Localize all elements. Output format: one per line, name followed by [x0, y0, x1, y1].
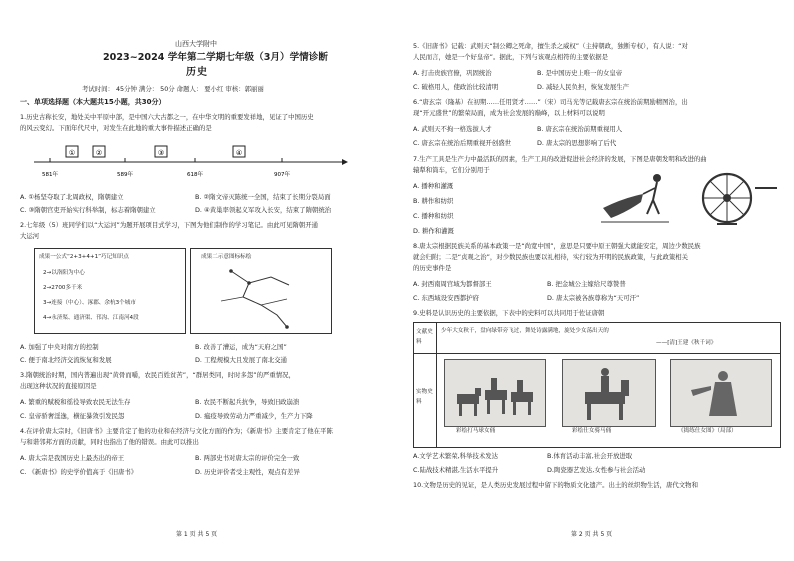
farmer-head — [653, 174, 661, 182]
note-line: 2→2700多千米 — [43, 285, 83, 291]
q1-option-d[interactable]: D. ④黄巢率领起义军攻入长安，结束了隋朝统治 — [195, 206, 332, 214]
q8-option-c[interactable]: C. 东西域设安西都护府 — [413, 294, 480, 302]
q7-option-d[interactable]: D. 耕作和灌溉 — [413, 227, 454, 235]
polo-figurine-image — [444, 359, 546, 427]
q7-tools-illustration — [597, 168, 781, 230]
q2-option-b[interactable]: B. 改善了漕运，成为“天府之国” — [195, 343, 287, 351]
q6-stem-line1: 6.“唐玄宗（隆基）在初期……任用贤才……”（宋）司马光等记载唐玄宗在统治前期励精图治，出 — [413, 98, 688, 106]
q6-option-c[interactable]: C. 唐玄宗在统治后期重视开创盛世 — [413, 139, 511, 147]
img3-caption: 《捣练仕女图》（局部） — [678, 428, 737, 434]
q1-stem-line2: 的风云变幻。下面年代尺中，对发生在此地的重大事件描述正确的是 — [20, 124, 212, 132]
q9-source-table — [413, 322, 781, 448]
q9-option-c[interactable]: C.陆战技术精湛,生活水平提升 — [413, 466, 499, 474]
q8-option-a[interactable]: A. 封西南周官域为都督部王 — [413, 280, 492, 288]
q9-option-d[interactable]: D.陶瓷器艺发达,女性参与社会活动 — [547, 466, 646, 474]
q1-timeline — [30, 140, 350, 184]
q2-option-a[interactable]: A. 加强了中央对南方的控制 — [20, 343, 99, 351]
q5-stem-line1: 5.《旧唐书》记载：武则天“制公卿之死命，擅生杀之威权”（主持朝政，独断专权），有人说：“对 — [413, 42, 688, 50]
city-marker — [247, 281, 251, 285]
note-line: 4→永济渠、通济渠、邗沟、江南河4段 — [43, 315, 139, 321]
q7-stem-line1: 7.生产工具是生产力中最活跃的因素，生产工具的改进促进社会经济的发展，下图是唐朝发明和改进的曲 — [413, 155, 707, 163]
q3-option-d[interactable]: D. 瘟疫导致劳动力严重减少，生产力下降 — [195, 412, 313, 420]
river-line — [249, 277, 289, 285]
img1-caption: 彩绘打马球女俑 — [456, 428, 496, 434]
q2-stem-line2: 大运河 — [20, 232, 40, 240]
canal-line — [231, 271, 287, 327]
q4-option-b[interactable]: B. 两部史书对唐太宗的评价完全一致 — [195, 454, 300, 462]
timeline-arrow — [342, 159, 348, 165]
city-marker — [229, 269, 233, 273]
q8-option-b[interactable]: B. 把金城公主嫁给尺尊赞普 — [547, 280, 626, 288]
q4-option-a[interactable]: A. 唐太宗是我国历史上最杰出的帝王 — [20, 454, 125, 462]
q8-option-d[interactable]: D. 唐太宗被各族尊称为“天可汗” — [547, 294, 640, 302]
q5-option-c[interactable]: C. 破格用人，使政治比较清明 — [413, 83, 499, 91]
q6-option-a[interactable]: A. 武则天不拘一格选拔人才 — [413, 125, 492, 133]
river-line — [221, 297, 243, 301]
horse-figures-icon — [445, 360, 545, 426]
note-title: 成果一公式“2+3+4+1”巧记知识点 — [39, 254, 130, 260]
q3-stem-line2: 出现这种状况的直接原因是 — [20, 382, 97, 390]
timeline-mark-1: ① — [68, 149, 76, 157]
note-line: 2→以洛阳为中心 — [43, 270, 85, 276]
painting-figure-icon — [671, 360, 771, 426]
q7-option-b[interactable]: B. 耕作和纺织 — [413, 197, 454, 205]
q9-option-b[interactable]: B.体育活动丰富,社会开放进取 — [547, 452, 633, 460]
q2-study-note — [34, 248, 186, 334]
row1-label-cell — [414, 323, 437, 354]
city-marker — [285, 325, 289, 329]
subject-title: 历史 — [186, 67, 208, 78]
timeline-year-3: 618年 — [187, 172, 203, 178]
q4-stem-line2: 与和谐邻邦方面的贡献，同时也指出了他的错误。由此可以推出 — [20, 438, 199, 446]
q2-canal-map — [190, 248, 332, 334]
q9-option-a[interactable]: A.文学艺术繁荣,科举技术发达 — [413, 452, 499, 460]
timeline-mark-2: ② — [95, 149, 103, 157]
q5-stem-line2: 人民而言，她是一个好皇帝”。据此，下列与该观点相符的主要依据是 — [413, 53, 609, 61]
riding-figurine-image — [562, 359, 656, 427]
img2-caption: 彩绘仕女骑马俑 — [572, 428, 612, 434]
page-footer: 第 1 页 共 5 页 — [176, 531, 218, 538]
q4-option-c[interactable]: C. 《新唐书》的史学价值高于《旧唐书》 — [20, 468, 138, 476]
q2-option-d[interactable]: D. 工程规模大且发展了南北交通 — [195, 356, 288, 364]
q4-option-d[interactable]: D. 历史评价者受主观性，观点有差异 — [195, 468, 300, 476]
curved-plough — [603, 194, 643, 218]
q1-option-b[interactable]: B. ②隋文帝灭陈统一全国，结束了长期分裂局面 — [195, 193, 331, 201]
q3-option-b[interactable]: B. 农民不断起兵抗争，导致旧政崩溃 — [195, 398, 300, 406]
section-heading: 一、单项选择题（本大题共15小题，共30分） — [20, 98, 166, 106]
q3-stem-line1: 3.隋朝统治时期，国内普遍出现“黄骨而嚼，农民百姓贫苦”，“群居类同，时时多怨”的严重情况， — [20, 371, 295, 379]
q10-stem: 10.文物是历史的见证，是人类历史发展过程中留下的物质文化遗产。出土的丝织物生活，唐代文物和 — [413, 481, 698, 489]
q6-option-d[interactable]: D. 唐太宗的思想影响了后代 — [537, 139, 617, 147]
q8-stem-line1: 8.唐太宗根据民族关系的基本政策一是“尚宽中国”，意思是只要中原王朝强大就能安定，周边少数民族 — [413, 242, 701, 250]
q7-stem-line2: 辕犁和筒车，它们分别用于 — [413, 166, 490, 174]
exam-meta: 考试时间： 45分钟 满分： 50分 命题人： 要小红 审核：郭丽丽 — [82, 85, 264, 93]
row1-label: 文献史料 — [416, 329, 433, 345]
q3-option-a[interactable]: A. 繁重的赋税和徭役导致农民无法生存 — [20, 398, 131, 406]
q1-option-c[interactable]: C. ③隋朝官吏开始实行科举制，标志着隋朝建立 — [20, 206, 156, 214]
horse-rider-icon — [563, 360, 655, 426]
q9-stem: 9.史料是认识历史的主要依据，下表中的史料可以共同用于佐证唐朝 — [413, 309, 605, 317]
note-line: 3→连接（中心）、涿郡、余杭3个城市 — [43, 300, 136, 306]
timeline-mark-4: ④ — [235, 149, 243, 157]
q2-option-c[interactable]: C. 便于南北经济交流恢复和发展 — [20, 356, 112, 364]
row2-label: 实物史料 — [416, 389, 433, 405]
timeline-year-1: 581年 — [42, 172, 58, 178]
q6-stem-line2: 现“开元盛世”的繁荣局面，成为社会发展的巅峰，以上材料可以说明 — [413, 109, 605, 117]
school-name: 山西大学附中 — [175, 40, 217, 48]
q8-stem-line2: 就会归附；二是“贞观之治”，对少数民族也要以礼相待，实行较为开明的民族政策，与此政策相关 — [413, 253, 689, 261]
q7-option-a[interactable]: A. 播种和灌溉 — [413, 182, 454, 190]
q4-stem-line1: 4.在评价唐太宗时，《旧唐书》主要肯定了他的功业和在经济与文化方面的作为；《新唐书》主要肯定了他在平陈 — [20, 427, 333, 435]
silk-painting-image — [670, 359, 772, 427]
q6-option-b[interactable]: B. 唐玄宗在统治前期重视用人 — [537, 125, 623, 133]
page-footer: 第 2 页 共 5 页 — [571, 531, 613, 538]
timeline-year-2: 589年 — [117, 172, 133, 178]
q8-stem-line3: 的历史事件是 — [413, 264, 452, 272]
q1-stem-line1: 1.历史古称长安，地处关中平原中部，是中国六大古都之一，在中华文明的重要发祥地，见证了中国历史 — [20, 113, 314, 121]
q3-option-c[interactable]: C. 皇帝骄奢淫逸，横征暴敛引发民怨 — [20, 412, 125, 420]
q5-option-b[interactable]: B. 是中国历史上唯一的女皇帝 — [537, 69, 623, 77]
plough-figure — [601, 174, 669, 222]
map-title: 成果二示意图标标绘 — [201, 254, 252, 260]
water-wheel-figure — [703, 174, 777, 224]
q5-option-a[interactable]: A. 打击贵族官僚，巩固统治 — [413, 69, 492, 77]
row1-source: ——[清]王建《秋千词》 — [656, 340, 717, 346]
river-line — [261, 299, 287, 305]
q1-option-a[interactable]: A. ①杨坚夺取了北周政权，隋朝建立 — [20, 193, 124, 201]
exam-page-2 — [397, 0, 794, 561]
q5-option-d[interactable]: D. 减轻人民负担，恢复发展生产 — [537, 83, 630, 91]
timeline-mark-3: ③ — [157, 149, 165, 157]
row2-label-cell — [414, 353, 437, 447]
q7-option-c[interactable]: C. 播种和纺织 — [413, 212, 454, 220]
q2-stem-line1: 2.七年级（5）班同学们以“大运河”为题开展项目式学习，下图为他们制作的学习笔记。由此可见隋朝开通 — [20, 221, 318, 229]
timeline-year-4: 907年 — [274, 172, 290, 178]
canal-sketch — [191, 249, 331, 333]
exam-title: 2023~2024 学年第二学期七年级（3月）学情诊断 — [103, 52, 328, 63]
row1-text: 少年大女秋千，盘向绿带旁飞过，舞处诗露满地，旋处少女荡出天的 — [441, 328, 609, 334]
row1-content-cell — [436, 323, 780, 354]
